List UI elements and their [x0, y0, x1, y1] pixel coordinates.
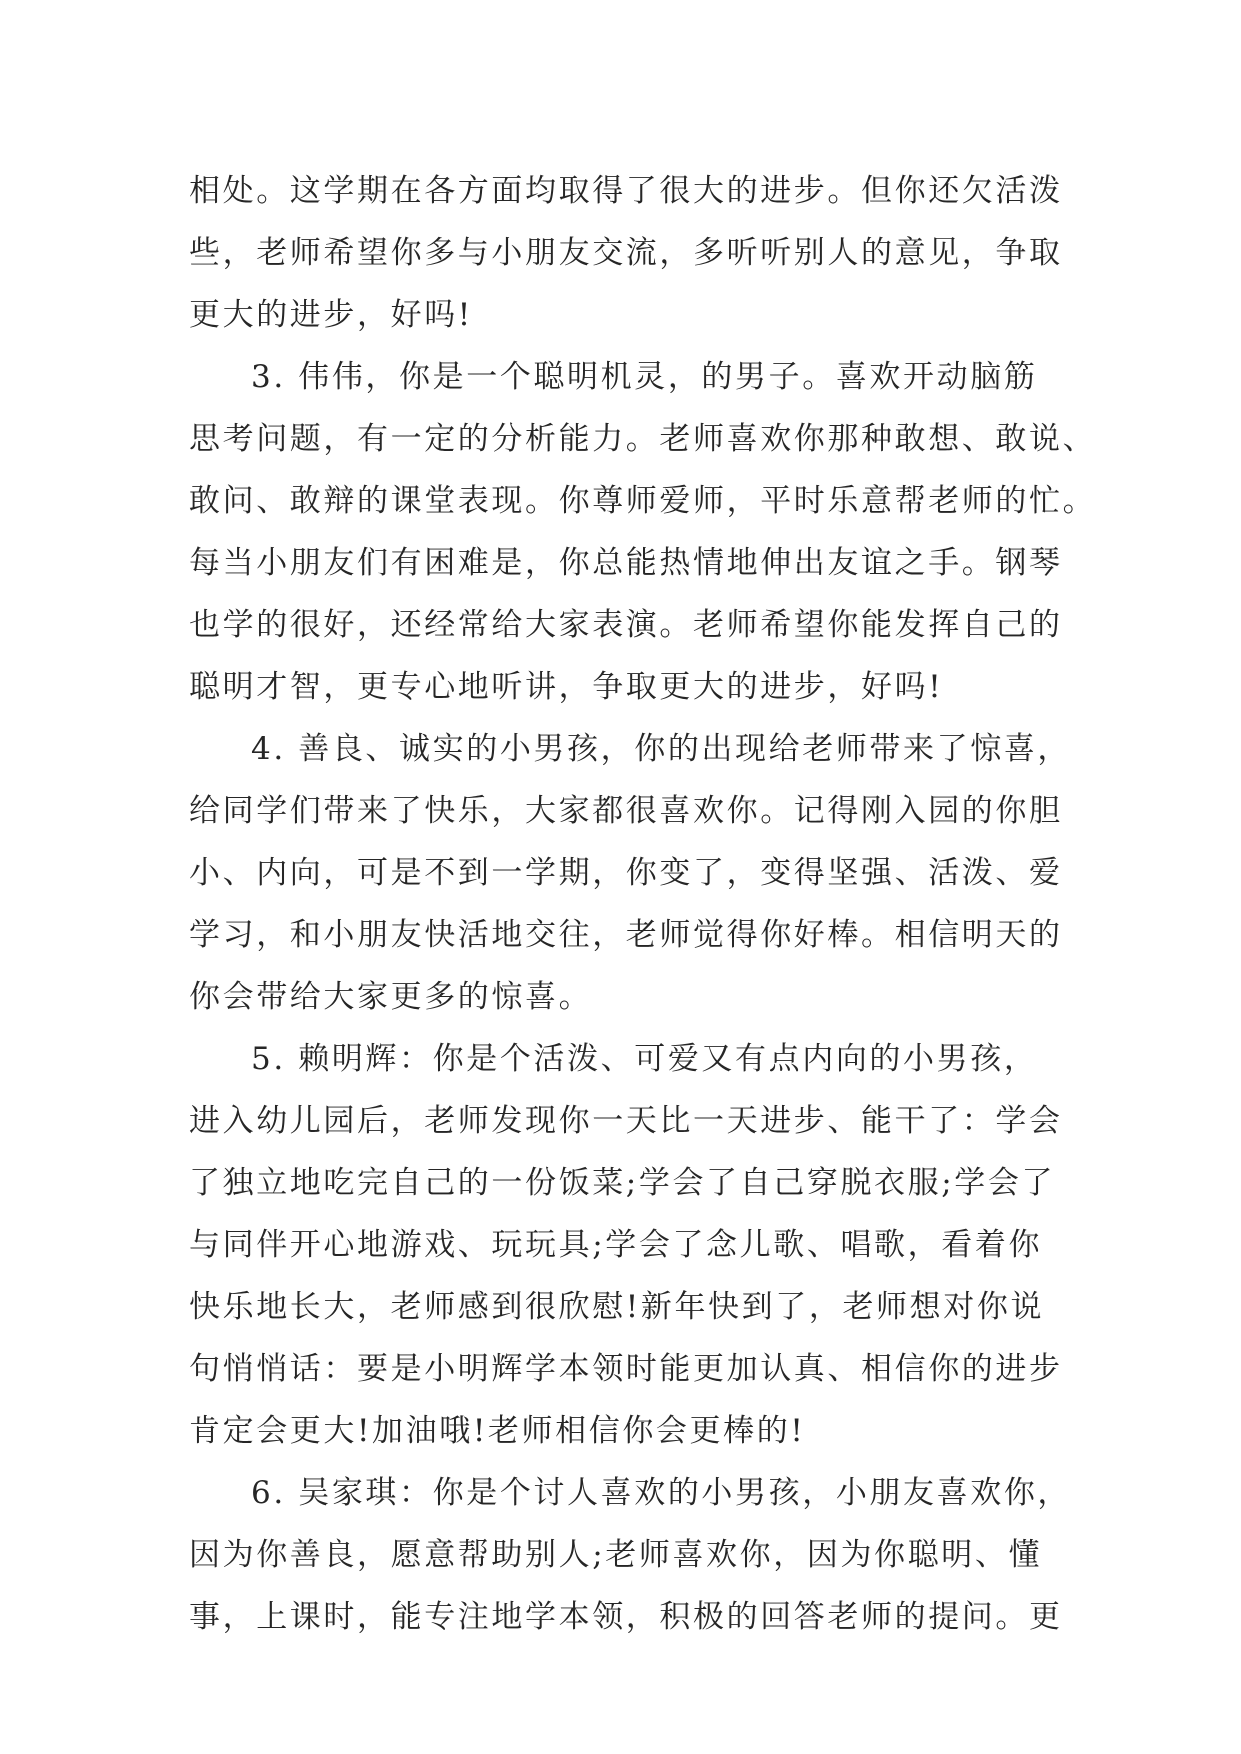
- paragraph: [189, 160, 1069, 346]
- text-line: 敢问、敢辩的课堂表现。你尊师爱师，平时乐意帮老师的忙。: [189, 483, 1097, 519]
- text-line: 快乐地长大，老师感到很欣慰!新年快到了，老师想对你说: [189, 1289, 1045, 1325]
- paragraph: [189, 1028, 1069, 1462]
- paragraph: [189, 718, 1072, 1028]
- text-line: 肯定会更大!加油哦!老师相信你会更棒的!: [189, 1413, 806, 1449]
- text-line: 3. 伟伟，你是一个聪明机灵，的男子。喜欢开动脑筋: [251, 359, 1038, 395]
- text-line: 4. 善良、诚实的小男孩，你的出现给老师带来了惊喜，: [251, 731, 1072, 767]
- text-line: 些，老师希望你多与小朋友交流，多听听别人的意见，争取: [189, 235, 1063, 271]
- text-line: 进入幼儿园后，老师发现你一天比一天进步、能干了：学会: [189, 1103, 1063, 1139]
- text-line: 与同伴开心地游戏、玩玩具;学会了念儿歌、唱歌，看着你: [189, 1227, 1043, 1263]
- text-line: 聪明才智，更专心地听讲，争取更大的进步，好吗!: [189, 669, 944, 705]
- paragraph: [189, 346, 1097, 718]
- text-line: 更大的进步，好吗!: [189, 297, 473, 333]
- document-body: [189, 160, 1097, 1648]
- text-line: 6. 吴家琪：你是个讨人喜欢的小男孩，小朋友喜欢你，: [251, 1475, 1072, 1511]
- text-line: 也学的很好，还经常给大家表演。老师希望你能发挥自己的: [189, 607, 1063, 643]
- text-line: 5. 赖明辉：你是个活泼、可爱又有点内向的小男孩，: [251, 1041, 1038, 1077]
- text-line: 事，上课时，能专注地学本领，积极的回答老师的提问。更: [189, 1599, 1063, 1635]
- text-line: 因为你善良，愿意帮助别人;老师喜欢你，因为你聪明、懂: [189, 1537, 1043, 1573]
- text-line: 给同学们带来了快乐，大家都很喜欢你。记得刚入园的你胆: [189, 793, 1063, 829]
- text-line: 你会带给大家更多的惊喜。: [189, 979, 593, 1015]
- text-line: 每当小朋友们有困难是，你总能热情地伸出友谊之手。钢琴: [189, 545, 1063, 581]
- text-line: 了独立地吃完自己的一份饭菜;学会了自己穿脱衣服;学会了: [189, 1165, 1056, 1201]
- text-line: 学习，和小朋友快活地交往，老师觉得你好棒。相信明天的: [189, 917, 1063, 953]
- text-line: 句悄悄话：要是小明辉学本领时能更加认真、相信你的进步: [189, 1351, 1063, 1387]
- text-line: 思考问题，有一定的分析能力。老师喜欢你那种敢想、敢说、: [189, 421, 1097, 457]
- paragraph: [189, 1462, 1072, 1648]
- text-line: 相处。这学期在各方面均取得了很大的进步。但你还欠活泼: [189, 173, 1063, 209]
- text-line: 小、内向，可是不到一学期，你变了，变得坚强、活泼、爱: [189, 855, 1063, 891]
